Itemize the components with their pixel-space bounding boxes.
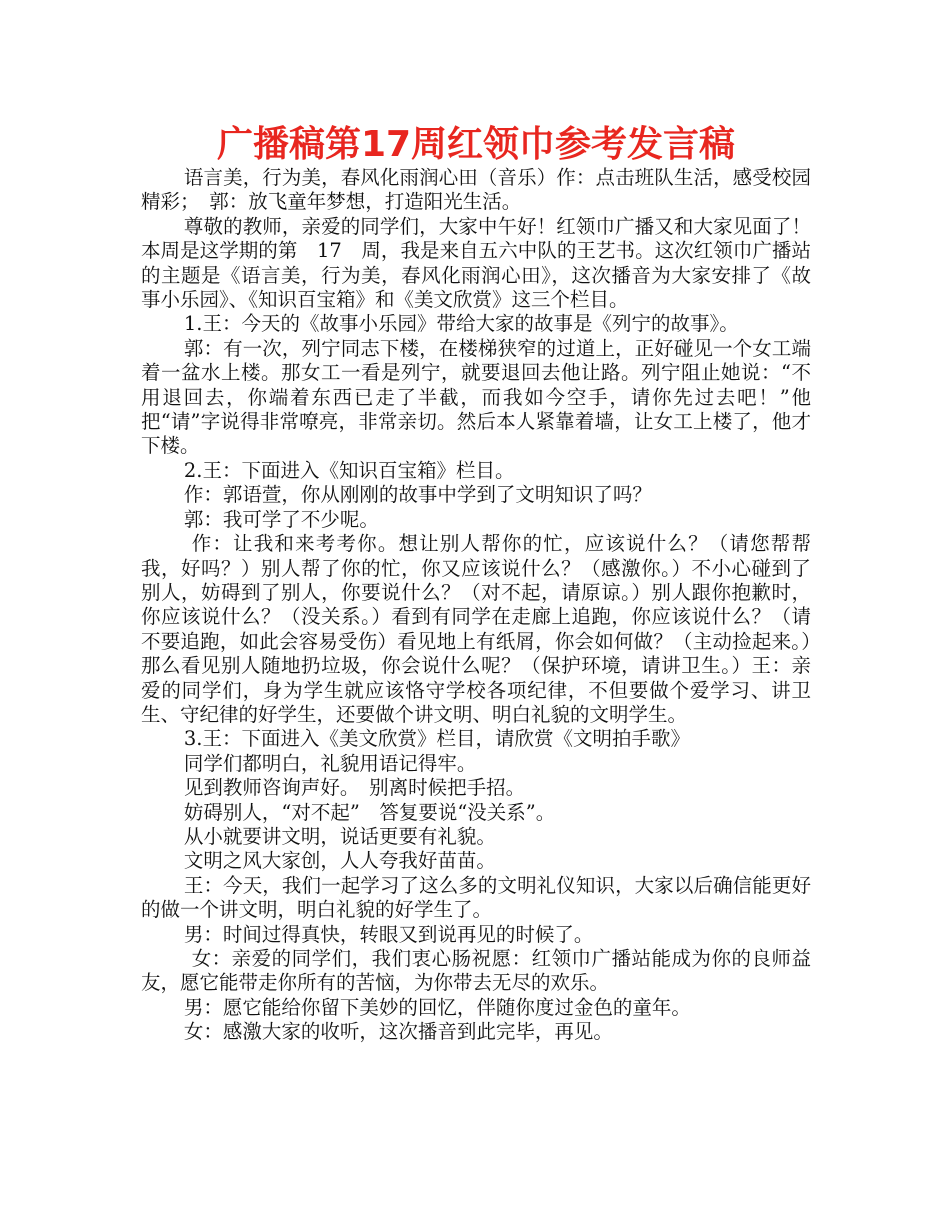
paragraph-closing-1: 男：时间过得真快，转眼又到说再见的时候了。 <box>183 922 594 946</box>
paragraph-section-3-heading: 3.王：下面进入《美文欣赏》栏目，请欣赏《文明拍手歌》 <box>183 727 690 751</box>
paragraph-section-1-heading: 1.王：今天的《故事小乐园》带给大家的故事是《列宁的故事》。 <box>183 312 739 336</box>
paragraph-question: 作：郭语萱，你从刚刚的故事中学到了文明知识了吗？ <box>183 483 652 507</box>
document-title: 广播稿第17周红领巾参考发言稿 <box>216 124 736 165</box>
document-page <box>141 120 811 1045</box>
paragraph-closing-2: 女：亲爱的同学们，我们衷心肠祝愿：红领巾广播站能成为你的良师益友，愿它能带走你所有的苦恼，为你带去无尽的欢乐。 <box>141 947 811 995</box>
paragraph-intro: 语言美，行为美，春风化雨润心田（音乐）作：点击班队生活，感受校园精彩； 郭：放飞童年梦想，打造阳光生活。 <box>141 166 811 214</box>
poem-line-5: 文明之风大家创，人人夸我好苗苗。 <box>183 849 496 873</box>
paragraph-closing-4: 女：感激大家的收听，这次播音到此完毕，再见。 <box>183 1020 613 1044</box>
poem-line-4: 从小就要讲文明，说话更要有礼貌。 <box>183 824 496 848</box>
paragraph-summary: 王：今天，我们一起学习了这么多的文明礼仪知识，大家以后确信能更好的做一个讲文明，明白礼貌的好学生了。 <box>141 873 811 922</box>
paragraph-section-2-heading: 2.王：下面进入《知识百宝箱》栏目。 <box>183 458 515 482</box>
poem-line-3: 妨碍别人，“对不起” 答复要说“没关系”。 <box>183 800 556 824</box>
poem-line-1: 同学们都明白，礼貌用语记得牢。 <box>183 751 477 775</box>
paragraph-answer: 郭：我可学了不少呢。 <box>183 507 379 531</box>
paragraph-greeting: 尊敬的教师，亲爱的同学们，大家中午好！红领巾广播又和大家见面了！本周是这学期的第 17 周，我是来自五六中队的王艺书。这次红领巾广播站的主题是《语言美，行为美，春风化雨润心田》，这次播音为大家安排了《故事小乐园》、《知识百宝箱》和《美文欣赏》这三个栏目。 <box>141 214 811 312</box>
poem-line-2: 见到教师咨询声好。 别离时候把手招。 <box>183 776 526 800</box>
paragraph-quiz: 作：让我和来考考你。想让别人帮你的忙，应该说什么？（请您帮帮我，好吗？）别人帮了你的忙，你又应该说什么？（感激你。）不小心碰到了别人，妨碍到了别人，你要说什么？（对不起，请原谅。）别人跟你抱歉时，你应该说什么？（没关系。）看到有同学在走廊上追跑，你应该说什么？（请不要追跑，如此会容易受伤）看见地上有纸屑，你会如何做？（主动捡起来。）那么看见别人随地扔垃圾，你会说什么呢？（保护环境，请讲卫生。）王：亲爱的同学们，身为学生就应该恪守学校各项纪律，不但要做个爱学习、讲卫生、守纪律的好学生，还要做个讲文明、明白礼貌的文明学生。 <box>141 532 811 726</box>
document-body <box>141 166 811 1045</box>
paragraph-closing-3: 男：愿它能给你留下美妙的回忆，伴随你度过金色的童年。 <box>183 995 691 1019</box>
paragraph-lenin-story: 郭：有一次，列宁同志下楼，在楼梯狭窄的过道上，正好碰见一个女工端着一盆水上楼。那女工一看是列宁，就要退回去他让路。列宁阻止她说：“不用退回去，你端着东西已走了半截，而我如今空手，请你先过去吧！”他把“请”字说得非常嘹亮，非常亲切。然后本人紧靠着墙，让女工上楼了，他才下楼。 <box>141 336 811 458</box>
